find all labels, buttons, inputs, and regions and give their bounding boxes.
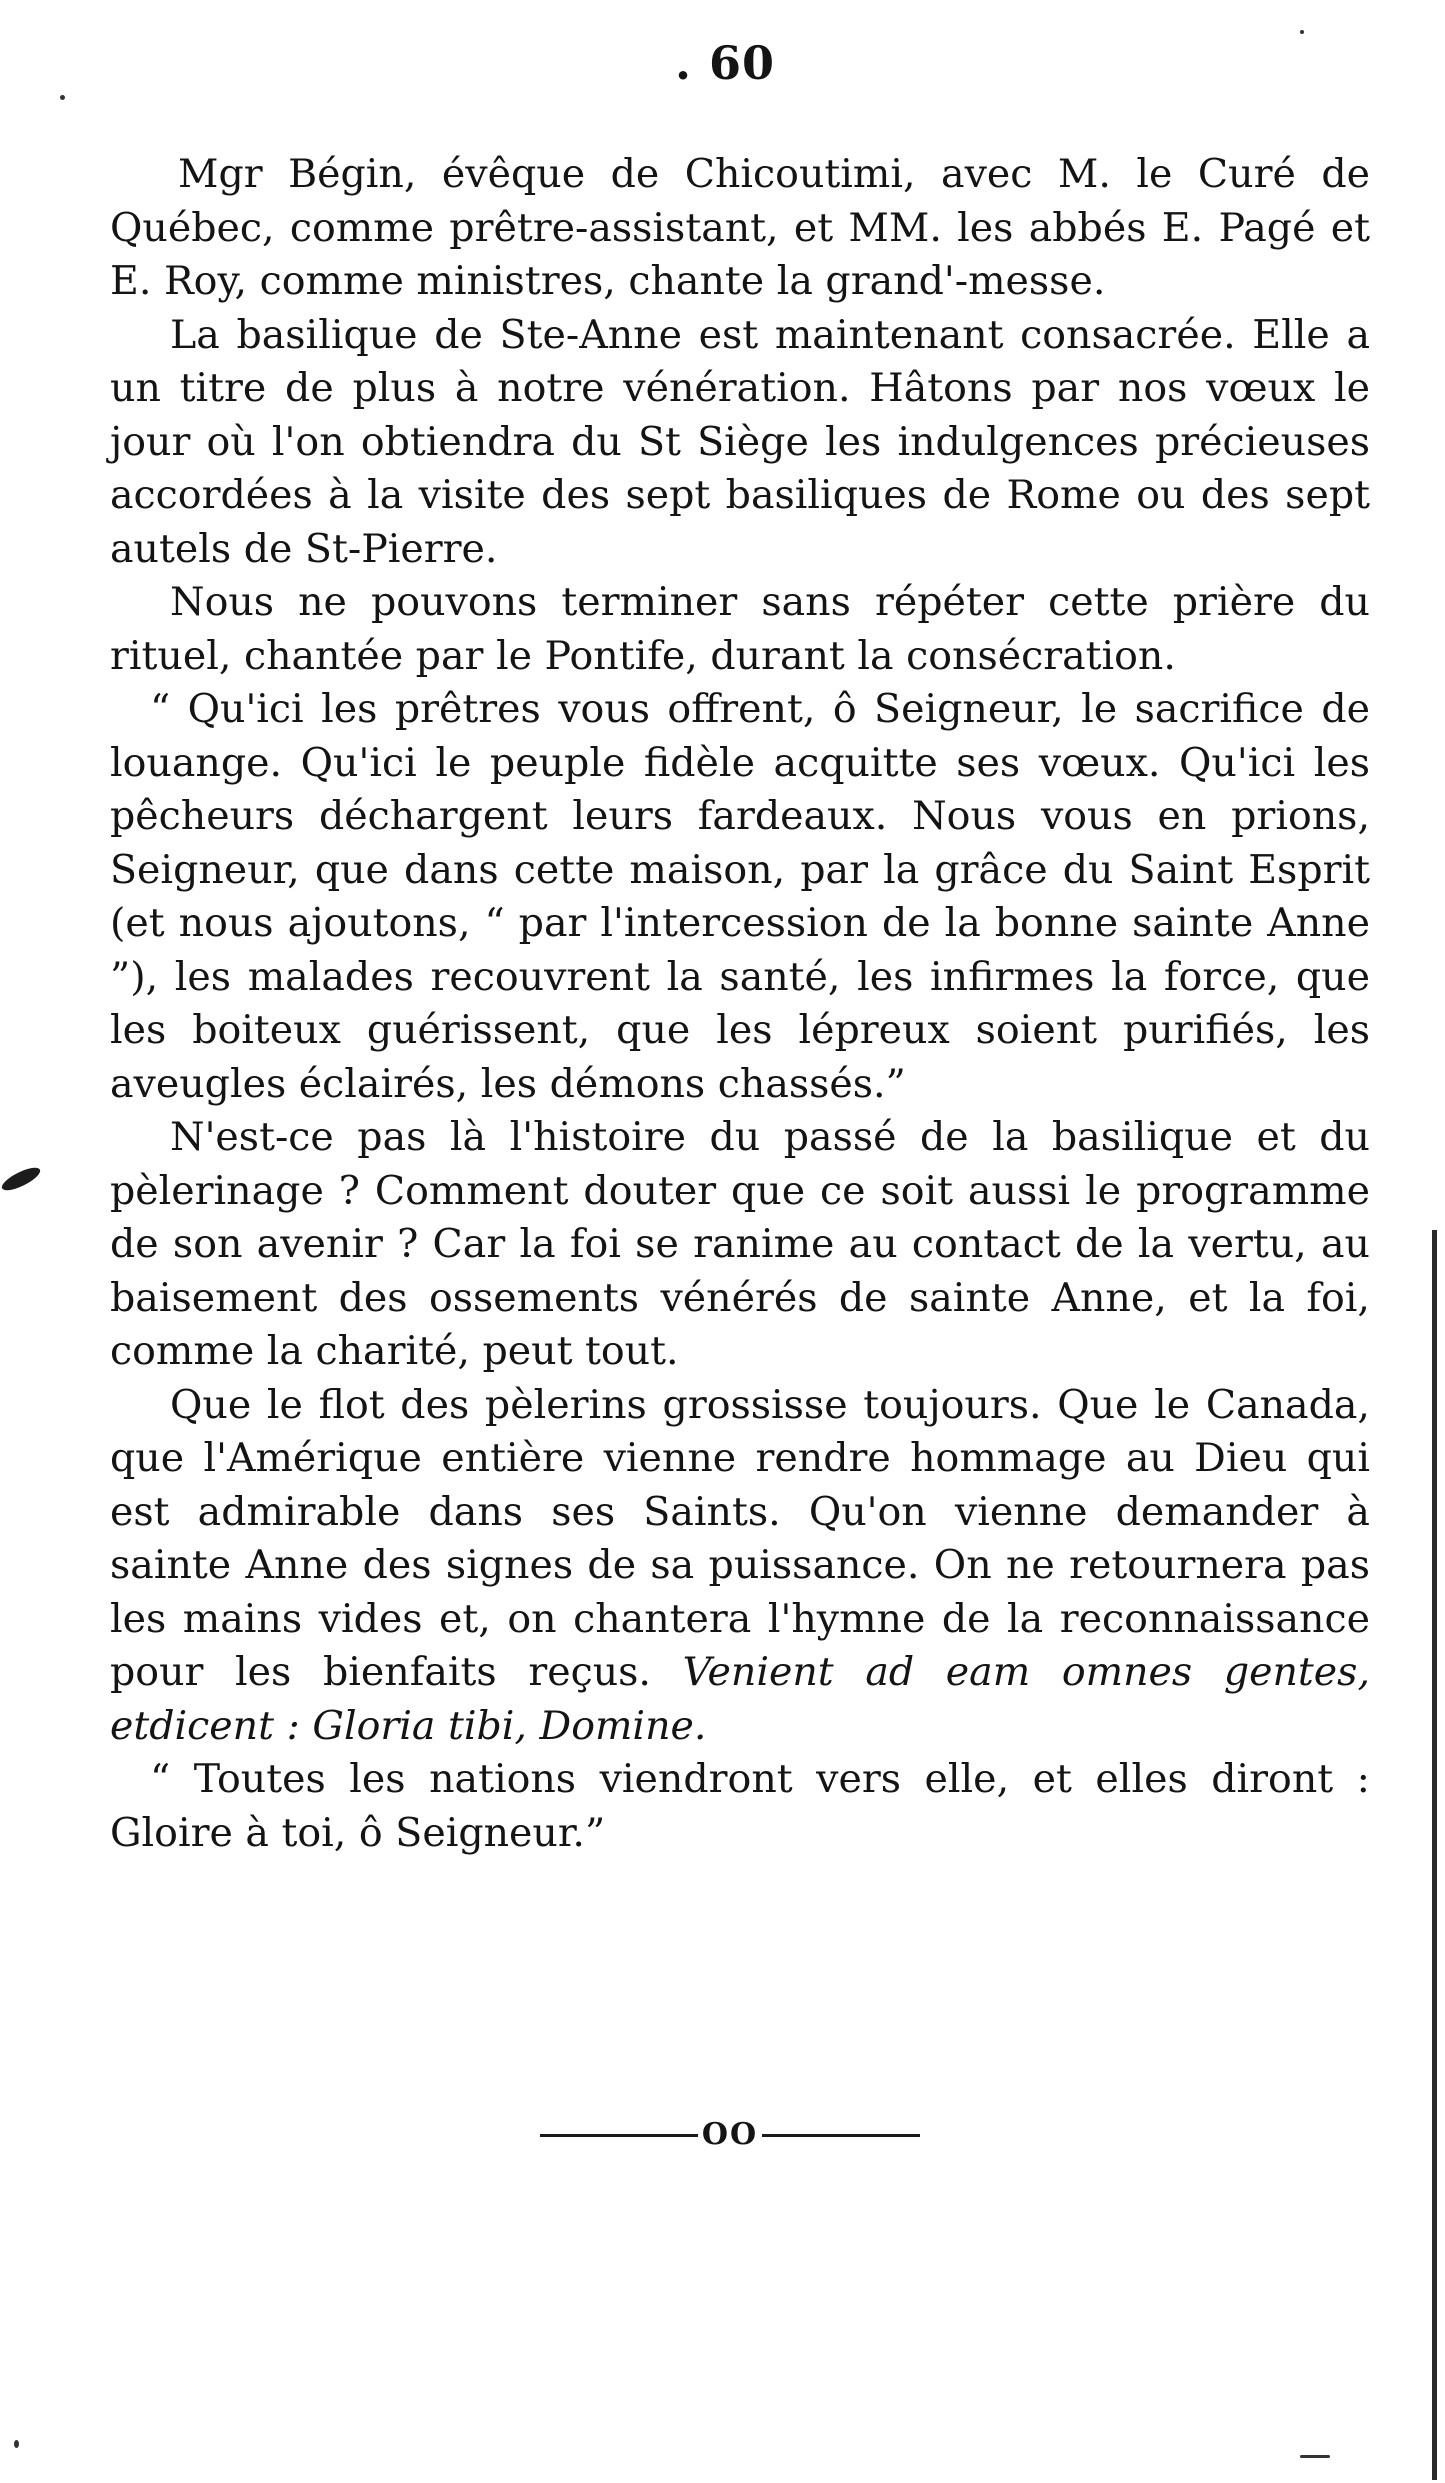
section-end-ornament xyxy=(540,2117,920,2152)
paragraph-history-and-future: N'est-ce pas là l'histoire du passé de la basilique et du pèlerinage ? Comment douter que ce soit aussi le programme de son avenir ? Car la foi se ranime au contact de la vertu, au baisement des ossements vénérés de sainte Anne, et la foi, comme la charité, peut tout. xyxy=(110,1114,1370,1374)
scan-speck xyxy=(60,95,65,100)
latin-quotation: Venient ad eam omnes gentes, etdicent : Gloria tibi, Domine. xyxy=(110,1649,1371,1749)
page-number: . 60 xyxy=(674,36,776,90)
pilgrims-text: Que le flot des pèlerins grossisse toujours. Que le Canada, que l'Amérique entière vienne rendre hommage au Dieu qui est admirable dans ses Saints. Qu'on vienne demander à sainte Anne des signes de sa puissance. On ne retournera pas les mains vides et, on chantera l'hymne de la reconnaissance pour les bienfaits reçus. xyxy=(110,1381,1370,1695)
scan-speck xyxy=(14,2440,19,2448)
ink-blot-mark xyxy=(0,1162,43,1195)
paragraph-consecration-mass: Mgr Bégin, évêque de Chicoutimi, avec M. le Curé de Québec, comme prêtre-assistant, et MM. les abbés E. Pagé et E. Roy, comme ministres, chante la grand'-messe. xyxy=(110,151,1370,304)
paragraph-pilgrims xyxy=(110,1379,1370,1754)
body-text xyxy=(110,148,1370,1860)
page-edge-shadow xyxy=(1432,1230,1437,2480)
paragraph-basilica-consecrated: La basilique de Ste-Anne est maintenant consacrée. Elle a un titre de plus à notre vénération. Hâtons par nos vœux le jour où l'on obtiendra du St Siège les indulgences précieuses accordées à la visite des sept basiliques de Rome ou des sept autels de St-Pierre. xyxy=(110,311,1370,572)
scan-speck xyxy=(1300,30,1304,34)
paragraph-translation: “ Toutes les nations viendront vers elle, et elles diront : Gloire à toi, ô Seigneur.” xyxy=(110,1756,1370,1856)
scan-speck xyxy=(1300,2455,1330,2458)
paragraph-ritual-prayer-quote: “ Qu'ici les prêtres vous offrent, ô Seigneur, le sacrifice de louange. Qu'ici le peuple fidèle acquitte ses vœux. Qu'ici les pêcheurs déchargent leurs fardeaux. Nous vous en prions, Seigneur, que dans cette maison, par la grâce du Saint Esprit (et nous ajoutons, “ par l'intercession de la bonne sainte Anne ”), les malades recouvrent la santé, les infirmes la force, que les boiteux guérissent, que les lépreux soient purifiés, les aveugles éclairés, les démons chassés.” xyxy=(110,686,1370,1107)
paragraph-ritual-prayer-intro: Nous ne pouvons terminer sans répéter cette prière du rituel, chantée par le Pontife, durant la consécration. xyxy=(110,579,1370,679)
ornament-mark: OO xyxy=(701,2117,759,2152)
ornament-rule-left xyxy=(540,2134,698,2137)
ornament-rule-right xyxy=(762,2134,920,2137)
